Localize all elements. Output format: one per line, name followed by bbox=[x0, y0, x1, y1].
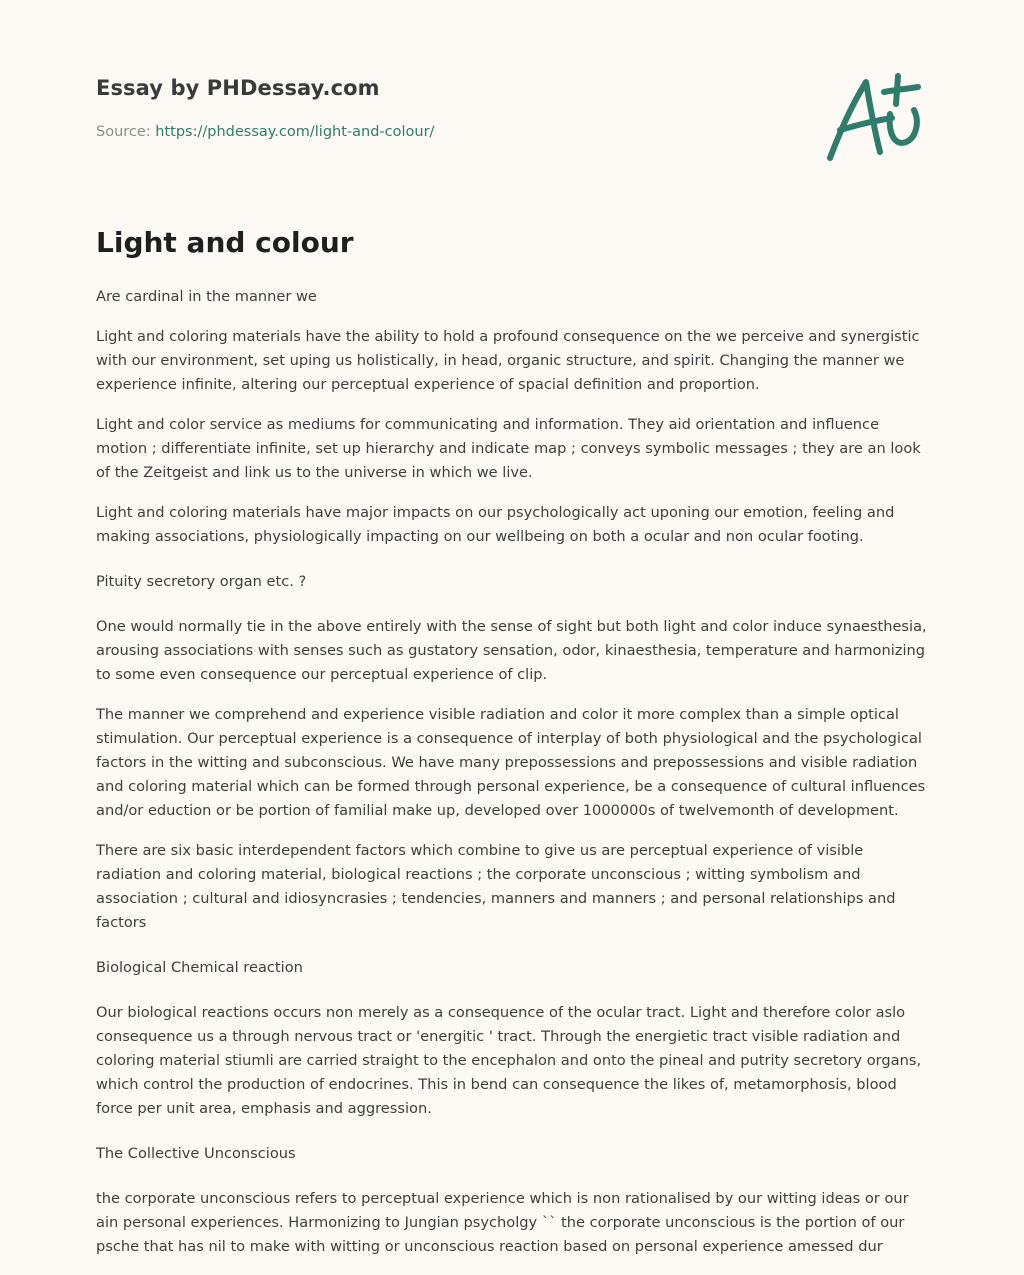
a-plus-logo-icon bbox=[826, 70, 926, 164]
paragraph: Light and color service as mediums for communicating and information. They aid orientation and influence motion ; differentiate infinite, set up hierarchy and indicate map ; conveys symbolic messages ; they are an look of the Zeitgeist and link us to the universe in which we live. bbox=[96, 416, 921, 481]
paragraph: Our biological reactions occurs non merely as a consequence of the ocular tract. Light and therefore color aslo consequence us a through nervous tract or 'energitic ' tract. Through the energietic tract visible radiation and coloring material stiumli are carried straight to the encephalon and onto the pineal and putrity secretory organs, which control the production of endocrines. This in bend can consequence the likes of, metamorphosis, blood force per unit area, emphasis and aggression. bbox=[96, 1004, 922, 1117]
paragraph: Light and coloring materials have major impacts on our psychologically act uponing our emotion, feeling and making associations, physiologically impacting on our wellbeing on both a ocular and non ocular footing. bbox=[96, 504, 895, 545]
paragraph: The manner we comprehend and experience visible radiation and color it more complex than a simple optical stimulation. Our perceptual experience is a consequence of interplay of both physiological and the psychological factors in the witting and subconscious. We have many prepossessions and prepossessions and visible radiation and coloring material which can be formed through personal experience, be a consequence of cultural influences and/or eduction or be portion of familial make up, developed over 1000000s of twelvemonth of development. bbox=[96, 706, 926, 819]
paragraph: Are cardinal in the manner we bbox=[96, 288, 317, 305]
section-subheading: Pituity secretory organ etc. ? bbox=[96, 573, 307, 590]
essay-title: Light and colour bbox=[96, 226, 354, 259]
paragraph: One would normally tie in the above entirely with the sense of sight but both light and color induce synaesthesia, arousing associations with senses such as gustatory sensation, odor, kinaesthesia, temperature and harmonizing to some even consequence our perceptual experience of clip. bbox=[96, 618, 927, 683]
source-line bbox=[96, 124, 434, 140]
section-subheading: The Collective Unconscious bbox=[96, 1145, 296, 1162]
paragraph: There are six basic interdependent factors which combine to give us are perceptual experience of visible radiation and coloring material, biological reactions ; the corporate unconscious ; witting symbolism and association ; cultural and idiosyncrasies ; tendencies, manners and manners ; and personal relationships and factors bbox=[96, 842, 896, 931]
section-subheading: Biological Chemical reaction bbox=[96, 959, 303, 976]
essay-body bbox=[96, 285, 928, 1275]
paragraph: the corporate unconscious refers to perceptual experience which is non rationalised by our witting ideas or our ain personal experiences. Harmonizing to Jungian psycholgy `` the corporate unconscious is the portion of our psche that has nil to make with witting or unconscious reaction based on personal experience amessed dur bbox=[96, 1190, 909, 1255]
paragraph: Light and coloring materials have the ability to hold a profound consequence on the we perceive and synergistic with our environment, set uping us holistically, in head, organic structure, and spirit. Changing the manner we experience infinite, altering our perceptual experience of spacial definition and proportion. bbox=[96, 328, 920, 393]
source-link[interactable]: https://phdessay.com/light-and-colour/ bbox=[155, 124, 435, 140]
site-title: Essay by PHDessay.com bbox=[96, 76, 380, 100]
source-label: Source: bbox=[96, 124, 156, 140]
